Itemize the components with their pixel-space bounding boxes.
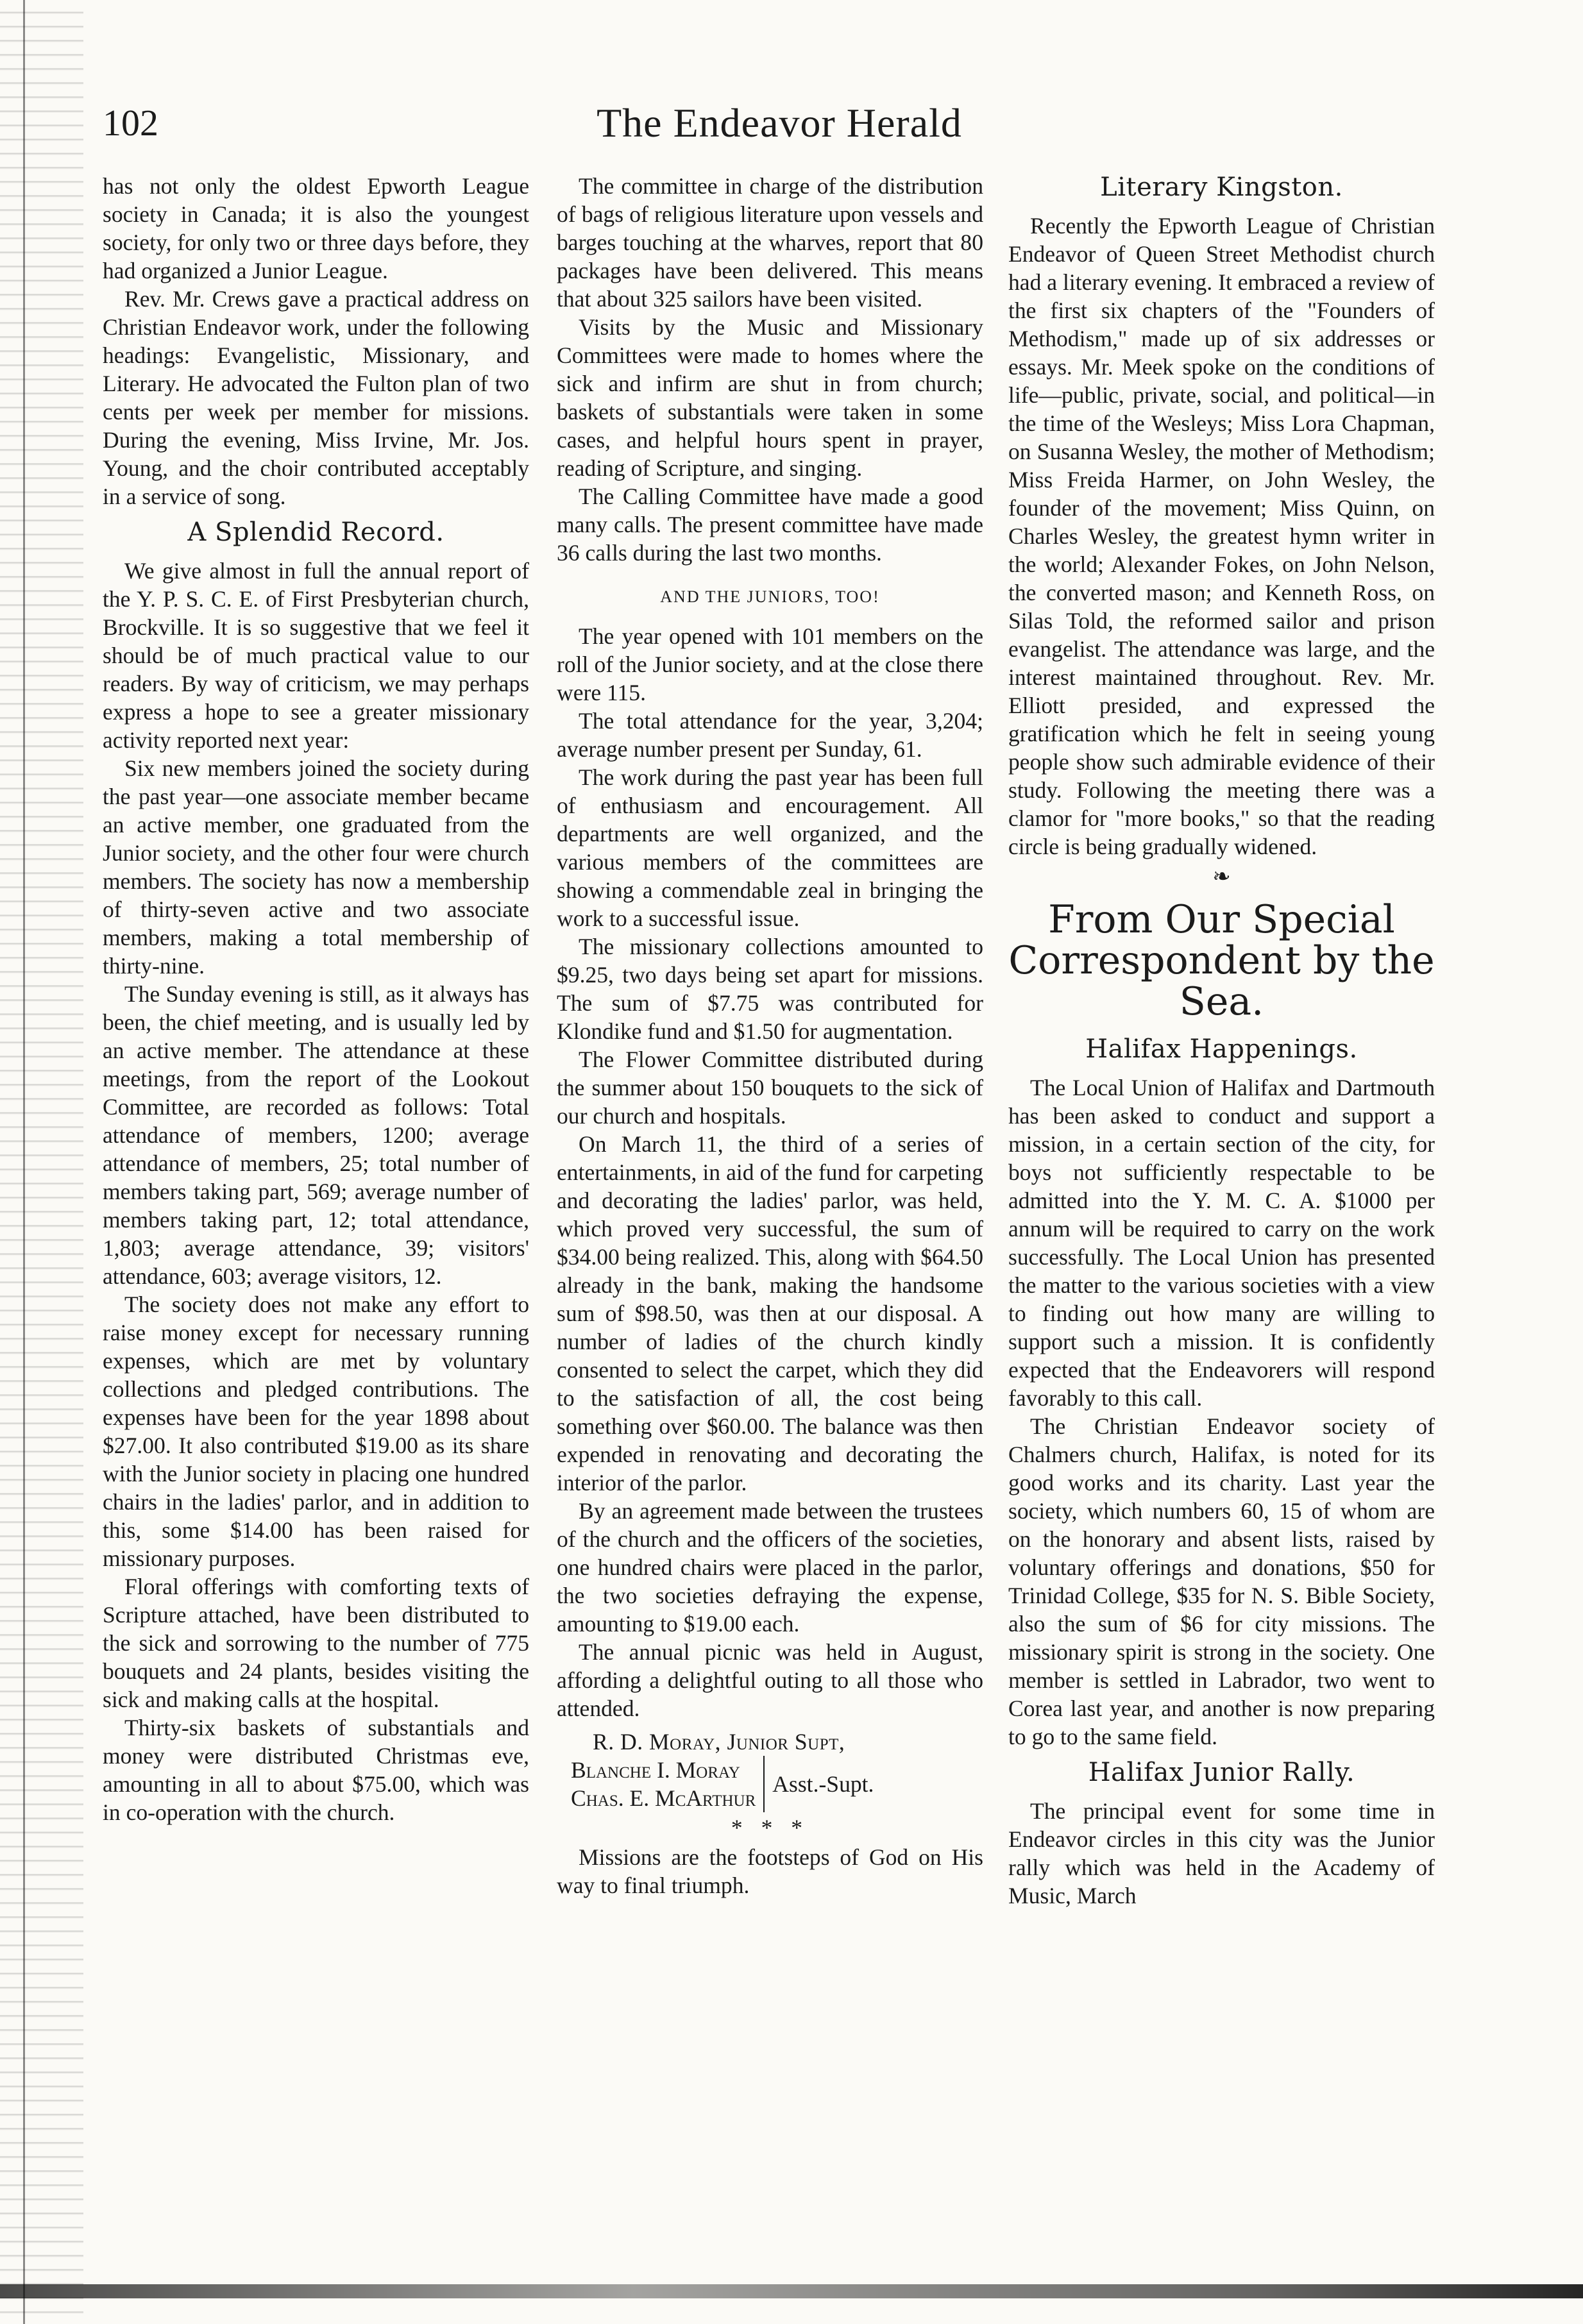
paragraph: The missionary collections amounted to $9.25, two days being set apart for missions. The sum of $7.75 was contributed for Klondike fund and $1.50 for augmentation. <box>557 934 983 1044</box>
paragraph: Visits by the Music and Missionary Committees were made to homes where the sick and infirm are shut in from church; baskets of substantials were taken in some cases, and helpful hours spent in prayer, reading of Scripture, and singing. <box>557 314 983 481</box>
paragraph: Rev. Mr. Crews gave a practical address on Christian Endeavor work, under the following headings: Evangelistic, Missionary, and Literary. He advocated the Fulton plan of two cents per week per member for missions. During the evening, Miss Irvine, Mr. Jos. Young, and the choir contributed acceptably in a service of song. <box>103 286 529 509</box>
paragraph: Thirty-six baskets of substantials and money were distributed Christmas eve, amounting in all to about $75.00, which was in co-operation with the church. <box>103 1715 529 1825</box>
column-left <box>103 172 529 1826</box>
paragraph: We give almost in full the annual report of the Y. P. S. C. E. of First Presbyterian church, Brockville. It is so suggestive that we feel it should be of much practical value to our readers. By way of criticism, we may perhaps express a hope to see a greater missionary activity reported next year: <box>103 558 529 753</box>
signature-line: R. D. Moray, Junior Supt, <box>593 1729 845 1755</box>
paragraph: The Christian Endeavor society of Chalmers church, Halifax, is noted for its good works and its charity. Last year the society, which numbers 60, 15 of whom are on the honorary and absent lists, raised by voluntary offerings and donations, $50 for Trinidad College, $35 for N. S. Bible Society, also the sum of $6 for city missions. The missionary spirit is strong in the society. One member is settled in Labrador, two went to Corea last year, and another is now preparing to go to the same field. <box>1008 1413 1435 1749</box>
paragraph: has not only the oldest Epworth League society in Canada; it is also the youngest society, for only two or three days before, they had organized a Junior League. <box>103 173 529 283</box>
signature-role: Asst.-Supt. <box>772 1771 874 1797</box>
paragraph: The Calling Committee have made a good many calls. The present committee have made 36 calls during the last two months. <box>557 484 983 566</box>
section-heading: Halifax Junior Rally. <box>1088 1758 1355 1787</box>
paragraph: Floral offerings with comforting texts of Scripture attached, have been distributed to the sick and sorrowing to the number of 775 bouquets and 24 plants, besides visiting the sick and making calls at the hospital. <box>103 1574 529 1712</box>
signature-group <box>557 1756 983 1812</box>
column-right <box>1008 172 1435 1910</box>
scan-bottom-artifact <box>0 2284 1583 2298</box>
paragraph: The annual picnic was held in August, affording a delightful outing to all those who attended. <box>557 1639 983 1721</box>
section-heading: Literary Kingston. <box>1100 173 1343 202</box>
page-number: 102 <box>103 102 158 144</box>
section-divider: * * * <box>731 1815 809 1840</box>
scan-margin-line <box>23 0 25 2324</box>
section-heading: Halifax Happenings. <box>1085 1034 1358 1064</box>
paragraph: Recently the Epworth League of Christian Endeavor of Queen Street Methodist church had a literary evening. It embraced a review of the first six chapters of the "Founders of Methodism," made up of six addresses or essays. Mr. Meek spoke on the conditions of life—public, private, social, and political—in the time of the Wesleys; Miss Lora Chapman, on Susanna Wesley, the mother of Methodism; Miss Freida Harmer, on John Wesley, the founder of the movement; Miss Quinn, on Charles Wesley, the greatest hymn writer in the world; Alexander Fokes, on John Nelson, the converted mason; and Kenneth Ross, on Silas Told, the reformed sailor and prison evangelist. The attendance was large, and the interest maintained throughout. Rev. Mr. Elliott presided, and expressed the gratification which he felt in seeing young people show such admirable evidence of their study. Following the meeting there was a clamor for "more books," so that the reading circle is being gradually widened. <box>1008 213 1435 859</box>
section-heading: A Splendid Record. <box>187 518 444 547</box>
column-middle <box>557 172 983 1899</box>
paragraph: The Local Union of Halifax and Dartmouth has been asked to conduct and support a mission, in a certain section of the city, for boys not sufficiently respectable to be admitted into the Y. M. C. A. $1000 per annum will be required to carry on the work successfully. The Local Union has presented the matter to the various societies with a view to finding out how many are willing to support such a mission. It is confidently expected that the Endeavorers will respond favorably to this call. <box>1008 1075 1435 1411</box>
ornament-icon: ❧ <box>1212 865 1231 889</box>
feature-heading: From Our Special Correspondent by the Sea. <box>1008 897 1435 1024</box>
paragraph: The work during the past year has been full of enthusiasm and encouragement. All departments are well organized, and the various members of the committees are showing a commendable zeal in bringing the work to a successful issue. <box>557 764 983 931</box>
signature-name: Chas. E. McArthur <box>571 1785 756 1811</box>
running-title: The Endeavor Herald <box>597 100 962 146</box>
paragraph: The total attendance for the year, 3,204; average number present per Sunday, 61. <box>557 708 983 762</box>
scan-margin-artifact <box>0 0 83 2324</box>
paragraph: The principal event for some time in Endeavor circles in this city was the Junior rally which was held in the Academy of Music, March <box>1008 1798 1435 1908</box>
signature-block <box>557 1728 983 1812</box>
paragraph: The Sunday evening is still, as it always has been, the chief meeting, and is usually led by an active member. The attendance at these meetings, from the report of the Lookout Committee, are recorded as follows: Total attendance of members, 1200; average attendance of members, 25; total number of members taking part, 569; average number of members taking part, 12; total attendance, 1,803; average attendance, 39; visitors' attendance, 603; average visitors, 12. <box>103 981 529 1289</box>
paragraph: The year opened with 101 members on the roll of the Junior society, and at the close there were 115. <box>557 623 983 705</box>
paragraph: Missions are the footsteps of God on His way to final triumph. <box>557 1844 983 1898</box>
paragraph: On March 11, the third of a series of entertainments, in aid of the fund for carpeting and decorating the ladies' parlor, was held, which proved very successful, the sum of $34.00 being realized. This, along with $64.50 already in the bank, making the handsome sum of $98.50, was then at our disposal. A number of ladies of the church kindly consented to select the carpet, which they did to the satisfaction of all, the cost being something over $60.00. The balance was then expended in renovating and decorating the interior of the parlor. <box>557 1131 983 1495</box>
section-subheading: AND THE JUNIORS, TOO! <box>660 587 880 606</box>
paragraph: The committee in charge of the distribution of bags of religious literature upon vessels and barges touching at the wharves, report that 80 packages have been delivered. This means that about 325 sailors have been visited. <box>557 173 983 312</box>
paragraph: The society does not make any effort to raise money except for necessary running expenses, which are met by voluntary collections and pledged contributions. The expenses have been for the year 1898 about $27.00. It also contributed $19.00 as its share with the Junior society in placing one hundred chairs in the ladies' parlor, and in addition to this, some $14.00 has been raised for missionary purposes. <box>103 1292 529 1571</box>
page-header <box>103 97 1456 149</box>
signature-names <box>571 1756 765 1812</box>
paragraph: Six new members joined the society during the past year—one associate member became an active member, one graduated from the Junior society, and the other four were church members. The society has now a membership of thirty-seven active and two associate members, making a total membership of thirty-nine. <box>103 755 529 979</box>
signature-name: Blanche I. Moray <box>571 1757 740 1783</box>
paragraph: The Flower Committee distributed during the summer about 150 bouquets to the sick of our church and hospitals. <box>557 1047 983 1129</box>
paragraph: By an agreement made between the trustees of the church and the officers of the societies, one hundred chairs were placed in the parlor, the two societies defraying the expense, amounting to $19.00 each. <box>557 1498 983 1637</box>
